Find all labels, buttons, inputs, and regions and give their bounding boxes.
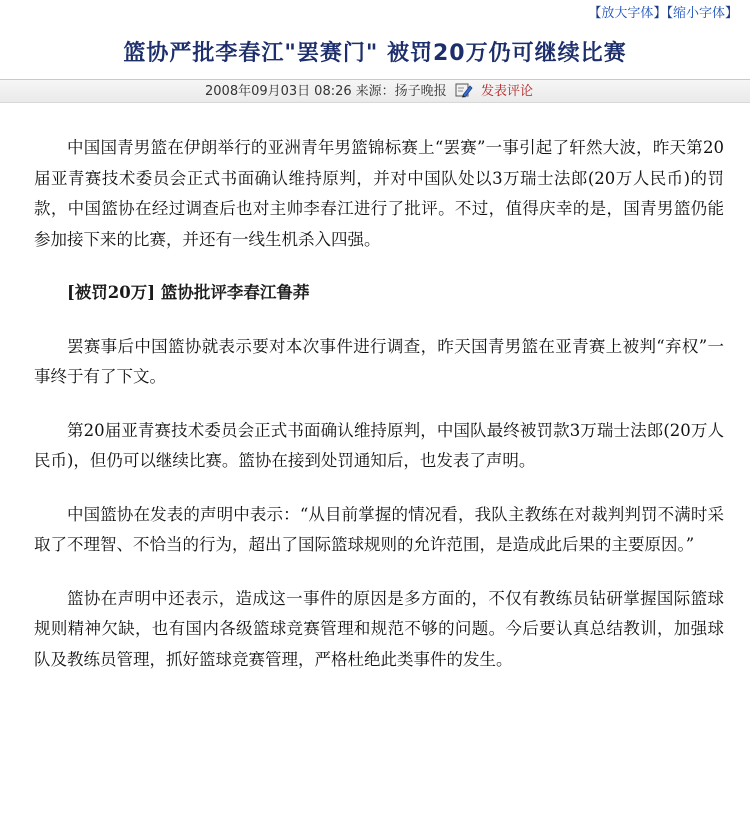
article-source: 来源：扬子晚报: [355, 84, 447, 99]
bracket-close: 】: [653, 6, 667, 21]
font-size-toolbar: [588, 6, 738, 22]
pencil-icon[interactable]: [455, 82, 473, 98]
article-paragraph: 罢赛事后中国篮协就表示要对本次事件进行调查，昨天国青男篮在亚青赛上被判“弃权”一事终于有了下文。: [34, 336, 724, 386]
article-paragraph: 中国国青男篮在伊朗举行的亚洲青年男篮锦标赛上“罢赛”一事引起了轩然大波，昨天第20届亚青赛技术委员会正式书面确认维持原判，并对中国队处以3万瑞士法郎(20万人民币)的罚款，中国篮协在经过调查后也对主帅李春江进行了批评。不过，值得庆幸的是，国青男篮仍能参加接下来的比赛，并还有一线生机杀入四强。: [34, 138, 724, 249]
article-body: [34, 133, 724, 698]
article-headline: 篮协严批李春江"罢赛门" 被罚20万仍可继续比赛: [123, 41, 627, 66]
article-paragraph: 中国篮协在发表的声明中表示：“从目前掌握的情况看，我队主教练在对裁判判罚不满时采取了不理智、不恰当的行为，超出了国际篮球规则的允许范围，是造成此后果的主要原因。”: [34, 504, 724, 554]
article-subheading: [被罚20万] 篮协批评李春江鲁莽: [67, 283, 310, 302]
article-paragraph: 第20届亚青赛技术委员会正式书面确认维持原判，中国队最终被罚款3万瑞士法郎(20万人民币)，但仍可以继续比赛。篮协在接到处罚通知后，也发表了声明。: [34, 420, 724, 470]
publish-time: 08:26: [314, 84, 352, 99]
post-comment-link[interactable]: 发表评论: [480, 84, 533, 99]
bracket-open: 【: [666, 6, 673, 21]
enlarge-font-link[interactable]: 放大字体: [601, 6, 654, 21]
article-meta-bar: [0, 79, 750, 103]
bracket-close: 】: [724, 6, 738, 21]
shrink-font-link[interactable]: 缩小字体: [672, 6, 725, 21]
article-paragraph: 篮协在声明中还表示，造成这一事件的原因是多方面的，不仅有教练员钻研掌握国际篮球规则精神欠缺，也有国内各级篮球竞赛管理和规范不够的问题。今后要认真总结教训，加强球队及教练员管理，抓好篮球竞赛管理，严格杜绝此类事件的发生。: [34, 588, 724, 669]
publish-date: 2008年09月03日: [205, 84, 311, 99]
article-meta: [205, 82, 533, 101]
bracket-open: 【: [588, 6, 602, 21]
